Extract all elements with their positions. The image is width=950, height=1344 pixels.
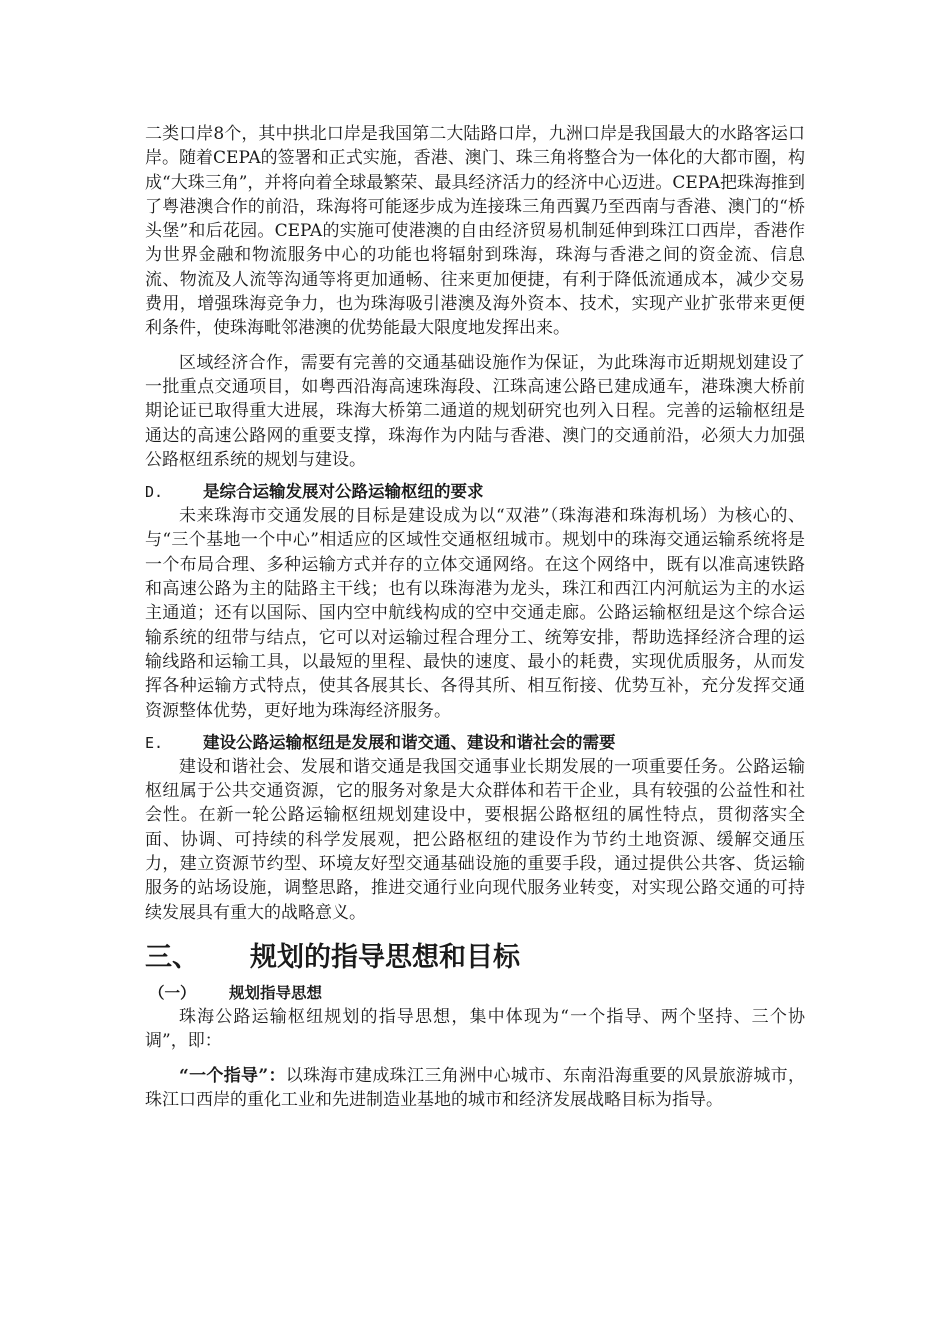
- paragraph-one-guidance: [145, 1064, 805, 1113]
- subsection-title: 规划指导思想: [229, 983, 323, 1002]
- subsection-heading-1: [145, 981, 805, 1005]
- paragraph-transport-hub: 未来珠海市交通发展的目标是建设成为以“双港”（珠海港和珠海机场）为核心的、与“三个基地一个中心”相适应的区域性交通枢纽城市。规划中的珠海交通运输系统将是一个布局合理、多种运输方式并存的立体交通网络。在这个网络中，既有以准高速铁路和高速公路为主的陆路主干线；也有以珠海港为龙头，珠江和西江内河航运为主的水运主通道；还有以国际、国内空中航线构成的空中交通走廊。公路运输枢纽是这个综合运输系统的纽带与结点，它可以对运输过程合理分工、统筹安排，帮助选择经济合理的运输线路和运输工具，以最短的里程、最快的速度、最小的耗费，实现优质服务，从而发挥各种运输方式特点，使其各展其长、各得其所、相互衔接、优势互补，充分发挥交通资源整体优势，更好地为珠海经济服务。: [145, 506, 805, 721]
- heading-d-title: 是综合运输发展对公路运输枢纽的要求: [203, 482, 484, 502]
- heading-e-letter: E.: [145, 733, 164, 752]
- section-title: 规划的指导思想和目标: [250, 941, 520, 973]
- heading-e-title: 建设公路运输枢纽是发展和谐交通、建设和谐社会的需要: [203, 732, 616, 752]
- one-guidance-lead: “一个指导”：: [179, 1065, 286, 1086]
- paragraph-harmonious-transport: 建设和谐社会、发展和谐交通是我国交通事业长期发展的一项重要任务。公路运输枢纽属于公共交通资源，它的服务对象是大众群体和若干企业，具有较强的公益性和社会性。在新一轮公路运输枢纽规划建设中，要根据公路枢纽的属性特点，贯彻落实全面、协调、可持续的科学发展观，把公路枢纽的建设作为节约土地资源、缓解交通压力，建立资源节约型、环境友好型交通基础设施的重要手段，通过提供公共客、货运输服务的站场设施，调整思路，推进交通行业向现代服务业转变，对实现公路交通的可持续发展具有重大的战略意义。: [145, 756, 805, 923]
- section-heading-3: [145, 939, 805, 977]
- one-guidance-body: 以珠海市建成珠江三角洲中心城市、东南沿海重要的风景旅游城市，珠江口西岸的重化工业和先进制造业基地的城市和经济发展战略目标为指导。: [145, 1065, 805, 1110]
- paragraph-cepa: 二类口岸8个，其中拱北口岸是我国第二大陆路口岸，九洲口岸是我国最大的水路客运口岸。随着CEPA的签署和正式实施，香港、澳门、珠三角将整合为一体化的大都市圈，构成“大珠三角”，并将向着全球最繁荣、最具经济活力的经济中心迈进。CEPA把珠海推到了粤港澳合作的前沿，珠海将可能逐步成为连接珠三角西翼乃至西南与香港、澳门的“桥头堡”和后花园。CEPA的实施可使港澳的自由经济贸易机制延伸到珠江口西岸，香港作为世界金融和物流服务中心的功能也将辐射到珠海，珠海与香港之间的资金流、信息流、物流及人流等沟通等将更加通畅、往来更加便捷，有利于降低流通成本，减少交易费用，增强珠海竞争力，也为珠海吸引港澳及海外资本、技术，实现产业扩张带来更便利条件，使珠海毗邻港澳的优势能最大限度地发挥出来。: [145, 124, 805, 339]
- section-number: 三、: [145, 941, 199, 973]
- heading-d-letter: D.: [145, 483, 164, 502]
- heading-d: [145, 480, 805, 504]
- paragraph-regional-cooperation: 区域经济合作，需要有完善的交通基础设施作为保证，为此珠海市近期规划建设了一批重点交通项目，如粤西沿海高速珠海段、江珠高速公路已建成通车，港珠澳大桥前期论证已取得重大进展，珠海大桥第二通道的规划研究也列入日程。完善的运输枢纽是通达的高速公路网的重要支撑，珠海作为内陆与香港、澳门的交通前沿，必须大力加强公路枢纽系统的规划与建设。: [145, 352, 805, 470]
- heading-e: [145, 731, 805, 755]
- subsection-number: （一）: [149, 983, 196, 1002]
- document-page: [145, 122, 805, 1112]
- paragraph-guiding-ideology: 珠海公路运输枢纽规划的指导思想，集中体现为“一个指导、两个坚持、三个协调”，即：: [145, 1006, 805, 1052]
